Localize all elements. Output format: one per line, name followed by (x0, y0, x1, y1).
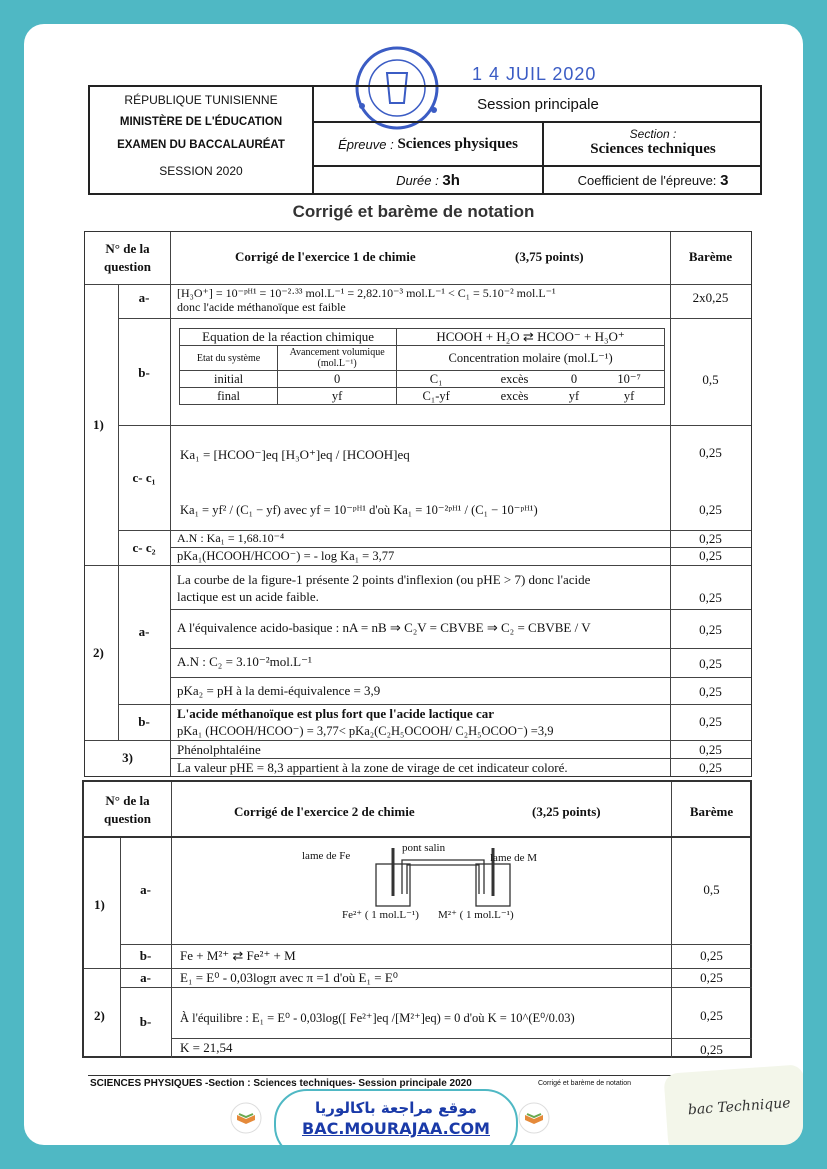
ex2-q2b-label: b- (139, 1014, 152, 1029)
republic-label: RÉPUBLIQUE TUNISIENNE (124, 93, 278, 107)
exercise1-points: (3,75 points) (515, 249, 584, 264)
duree-cell (314, 167, 544, 193)
final-x: yf (278, 388, 397, 405)
question-3: 3) (122, 750, 133, 765)
q1a-label: a- (138, 290, 150, 305)
stamp-date: 1 4 JUIL 2020 (472, 64, 597, 84)
row-initial: initial (180, 371, 278, 388)
q2-bareme-2: 0,25 (699, 622, 722, 637)
fig-fe-label: lame de Fe (302, 850, 351, 862)
final-c1: C₁-yf (397, 388, 476, 405)
ka1-formula: Ka₁ = [HCOO⁻]eq [H₃O⁺]eq / [HCOOH]eq (180, 447, 410, 462)
q2a-label: a- (138, 624, 150, 639)
q3-bareme-a: 0,25 (699, 742, 722, 757)
duree-label: Durée : (396, 172, 439, 188)
session-type: Session principale (314, 87, 762, 123)
footer-text: SCIENCES PHYSIQUES -Section : Sciences techniques- Session principale 2020 (90, 1078, 472, 1089)
exam-header (88, 85, 762, 195)
ex2-q2a-label: a- (140, 970, 151, 985)
coef-cell (544, 167, 762, 193)
signature-card (663, 1064, 803, 1145)
ex2-question-2: 2) (94, 1008, 105, 1023)
page-footer (88, 1075, 688, 1089)
exercise1-heading: Corrigé de l'exercice 1 de chimie (235, 249, 416, 264)
section-value: Sciences techniques (590, 141, 716, 157)
ex2-q1b-equation: Fe + M²⁺ ⇄ Fe²⁺ + M (180, 948, 296, 963)
epreuve-value: Sciences physiques (397, 135, 518, 152)
section-label: Section : (629, 127, 677, 141)
q2b-line2: pKa₁ (HCOOH/HCOO⁻) = 3,77< pKa₂(C₂H₅OCOOH/ C₂H₅OCOO⁻) =3,9 (177, 724, 554, 738)
fig-m-label: lame de M (490, 852, 538, 864)
ex2-k-value: K = 21,54 (180, 1040, 233, 1055)
ka1-expr: Ka₁ = yf² / (C₁ − yf) avec yf = 10⁻ᵖᴴ¹ d'où Ka₁ = 10⁻²ᵖᴴ¹ / (C₁ − 10⁻ᵖᴴ¹) (180, 503, 538, 517)
section-cell (544, 123, 762, 167)
q1c1-label: c- c₁ (132, 470, 156, 485)
reaction-table (179, 328, 665, 405)
q1c2-bareme-b: 0,25 (699, 548, 722, 563)
question-1: 1) (93, 417, 104, 432)
concentration-header: Concentration molaire (mol.L⁻¹) (397, 346, 665, 371)
ex2-q2a-line: E₁ = E⁰ - 0,03logπ avec π =1 d'où E₁ = E⁰ (180, 970, 398, 985)
exercise2-table (82, 780, 752, 1058)
duree-value: 3h (442, 171, 460, 189)
ministry-label: MINISTÈRE DE L'ÉDUCATION (119, 116, 283, 128)
ex2-q1b-label: b- (139, 948, 152, 963)
initial-c1: C₁ (397, 371, 476, 388)
signature-text: bac Technique (687, 1095, 792, 1119)
q2-bareme-4: 0,25 (699, 684, 722, 699)
fig-fe-solution: Fe²⁺ ( 1 mol.L⁻¹) (342, 909, 419, 921)
initial-h3o: 10⁻⁷ (594, 371, 664, 388)
header-institution (90, 87, 314, 193)
avancement-header: Avancement volumique (mol.L⁻¹) (278, 346, 397, 371)
q1b-bareme: 0,5 (702, 372, 719, 387)
exercise1-table (84, 231, 752, 777)
q2-bareme-3: 0,25 (699, 656, 722, 671)
final-h2o: excès (475, 388, 554, 405)
an-ka: A.N : Ka₁ = 1,68.10⁻⁴ (177, 531, 285, 545)
q1b-label: b- (138, 365, 150, 380)
etat-header: Etat du système (180, 346, 278, 371)
final-h3o: yf (594, 388, 664, 405)
site-badge-url[interactable]: BAC.MOURAJAA.COM (302, 1119, 490, 1138)
fig-bridge-label: pont salin (402, 842, 446, 854)
q2-an: A.N : C₂ = 3.10⁻²mol.L⁻¹ (177, 654, 312, 669)
exercise2-heading: Corrigé de l'exercice 2 de chimie (234, 804, 415, 819)
q2-pka: pKa₂ = pH à la demi-équivalence = 3,9 (177, 683, 381, 698)
q2b-label: b- (138, 714, 150, 729)
site-badge-arabic: موقع مراجعة باكالوريا (315, 1099, 477, 1117)
final-hcoo: yf (554, 388, 594, 405)
footer-small: Corrigé et barème de notation (538, 1080, 631, 1087)
q1a-line2: donc l'acide méthanoïque est faible (177, 300, 346, 314)
pka-line: pKa₁(HCOOH/HCOO⁻) = - log Ka₁ = 3,77 (177, 549, 395, 563)
eq-label: Equation de la réaction chimique (180, 329, 397, 346)
q2b-line1: L'acide méthanoïque est plus fort que l'acide lactique car (177, 706, 495, 721)
q1a-bareme: 2x0,25 (692, 290, 729, 305)
q1c1-bareme-a: 0,25 (699, 445, 722, 460)
q1a-line1: [H₃O⁺] = 10⁻ᵖᴴ¹ = 10⁻²·³³ mol.L⁻¹ = 2,82.10⁻³ mol.L⁻¹ < C₁ = 5.10⁻² mol.L⁻¹ (177, 286, 556, 300)
site-badge[interactable] (274, 1089, 518, 1145)
ex2-q2a-bareme: 0,25 (700, 970, 723, 985)
col-question-header-2: N° de la question (104, 793, 151, 826)
q2-bareme-1: 0,25 (699, 590, 722, 605)
initial-h2o: excès (475, 371, 554, 388)
fig-m-solution: M²⁺ ( 1 mol.L⁻¹) (438, 909, 514, 921)
col-bareme-header-2: Barème (689, 804, 734, 819)
col-bareme-header: Barème (688, 249, 733, 264)
eq-value: HCOOH + H₂O ⇄ HCOO⁻ + H₃O⁺ (397, 329, 665, 346)
ex2-question-1: 1) (94, 897, 105, 912)
document-page (24, 24, 803, 1145)
coef-label: Coefficient de l'épreuve: (577, 172, 717, 188)
ex2-k-bareme: 0,25 (700, 1042, 723, 1057)
ex2-q1a-label: a- (140, 882, 151, 897)
initial-hcoo: 0 (554, 371, 594, 388)
coef-value: 3 (720, 171, 729, 189)
col-question-header: N° de la question (104, 241, 151, 274)
q1c2-label: c- c₂ (132, 540, 156, 555)
q1c2-bareme-a: 0,25 (699, 531, 722, 546)
book-logo-left-icon (230, 1102, 262, 1134)
exam-label: EXAMEN DU BACCALAURÉAT (117, 139, 285, 151)
q2-equiv: A l'équivalence acido-basique : nA = nB ⇒ C₂V = CBVBE ⇒ C₂ = CBVBE / V (177, 620, 591, 635)
ex2-q1b-bareme: 0,25 (700, 948, 723, 963)
ex2-q2b-line: À l'équilibre : E₁ = E⁰ - 0,03log([ Fe²⁺]eq /[M²⁺]eq) = 0 d'où K = 10^(E⁰/0.03) (180, 1011, 575, 1025)
q2b-bareme: 0,25 (699, 714, 722, 729)
ex2-q2b-bareme: 0,25 (700, 1008, 723, 1023)
ex2-q1a-bareme: 0,5 (703, 882, 720, 897)
page-title: Corrigé et barème de notation (292, 202, 535, 221)
q1c1-bareme-b: 0,25 (699, 502, 722, 517)
q2-line2: lactique est un acide faible. (177, 589, 319, 604)
exercise2-points: (3,25 points) (532, 804, 601, 819)
row-final: final (180, 388, 278, 405)
epreuve-label: Épreuve : (338, 136, 394, 152)
q3-bareme-b: 0,25 (699, 760, 722, 775)
initial-x: 0 (278, 371, 397, 388)
session-year: SESSION 2020 (159, 164, 243, 178)
question-2: 2) (93, 645, 104, 660)
epreuve-cell (314, 123, 544, 167)
q2-line1: La courbe de la figure-1 présente 2 points d'inflexion (ou pHE > 7) donc l'acide (177, 572, 591, 587)
book-logo-right-icon (518, 1102, 550, 1134)
q3-line2: La valeur pHE = 8,3 appartient à la zone de virage de cet indicateur coloré. (177, 760, 568, 775)
q3-line1: Phénolphtaléine (177, 742, 261, 757)
